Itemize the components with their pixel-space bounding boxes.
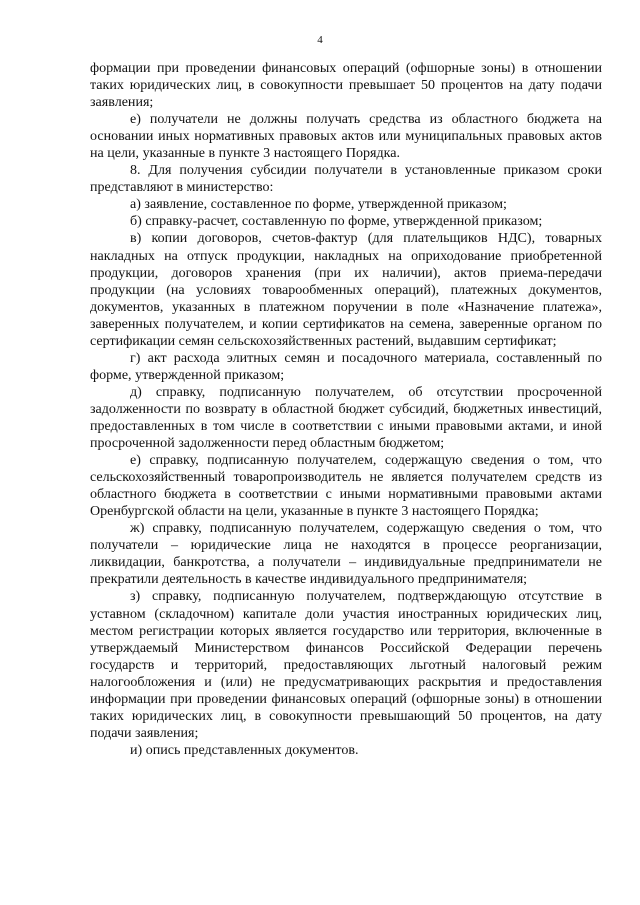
paragraph-item-zh: ж) справку, подписанную получателем, содержащую сведения о том, что получатели – юридические лица не находятся в процессе реорганизации, ликвидации, банкротства, а получатели – индивидуальные предприниматели не прекратили деятельность в качестве индивидуального предпринимателя;	[90, 520, 602, 588]
paragraph-item-b: б) справку-расчет, составленную по форме, утвержденной приказом;	[130, 213, 543, 230]
paragraph-item-v: в) копии договоров, счетов-фактур (для плательщиков НДС), товарных накладных на отпуск продукции, накладных на оприходование приобретенной продукции, договоров хранения (при их наличии), актов приема-передачи продукции (на условиях товарообменных операций), платежных документов, документов, указанных в платежном поручении в поле «Назначение платежа», заверенных получателем, и копии сертификатов на семена, заверенные органом по сертификации семян сельскохозяйственных растений, выдавшим сертификат;	[90, 230, 602, 349]
paragraph-item-z: з) справку, подписанную получателем, подтверждающую отсутствие в уставном (складочном) капитале доли участия иностранных юридических лиц, местом регистрации которых является государство или территория, включенные в утверждаемый Министерством финансов Российской Федерации перечень государств и территорий, предоставляющих льготный налоговый режим налогообложения и (или) не предусматривающих раскрытия и предоставления информации при проведении финансовых операций (офшорные зоны) в отношении таких юридических лиц, в совокупности превышающий 50 процентов, на дату подачи заявления;	[90, 588, 602, 741]
document-body	[90, 60, 602, 759]
paragraph-item-e-certificate: е) справку, подписанную получателем, содержащую сведения о том, что сельскохозяйственный товаропроизводитель не является получателем средств из областного бюджета в соответствии с иными нормативными правовыми актами Оренбургской области на цели, указанные в пункте 3 настоящего Порядка;	[90, 452, 602, 520]
page-number: 4	[317, 34, 323, 46]
paragraph-item-g: г) акт расхода элитных семян и посадочного материала, составленный по форме, утвержденной приказом;	[90, 349, 602, 383]
paragraph-item-e-funds: е) получатели не должны получать средства из областного бюджета на основании иных нормативных правовых актов или муниципальных правовых актов на цели, указанные в пункте 3 настоящего Порядка.	[90, 111, 602, 162]
paragraph-item-a: а) заявление, составленное по форме, утвержденной приказом;	[130, 196, 507, 213]
paragraph-section-8: 8. Для получения субсидии получатели в установленные приказом сроки представляют в министерство:	[90, 162, 602, 196]
paragraph-item-d: д) справку, подписанную получателем, об отсутствии просроченной задолженности по возврату в областной бюджет субсидий, бюджетных инвестиций, предоставленных в том числе в соответствии с иными правовыми актами, и иной просроченной задолженности перед областным бюджетом;	[90, 383, 602, 452]
paragraph-continuation: формации при проведении финансовых операций (офшорные зоны) в отношении таких юридических лиц, в совокупности превышает 50 процентов на дату подачи заявления;	[90, 60, 602, 111]
paragraph-item-i: и) опись представленных документов.	[130, 741, 359, 758]
